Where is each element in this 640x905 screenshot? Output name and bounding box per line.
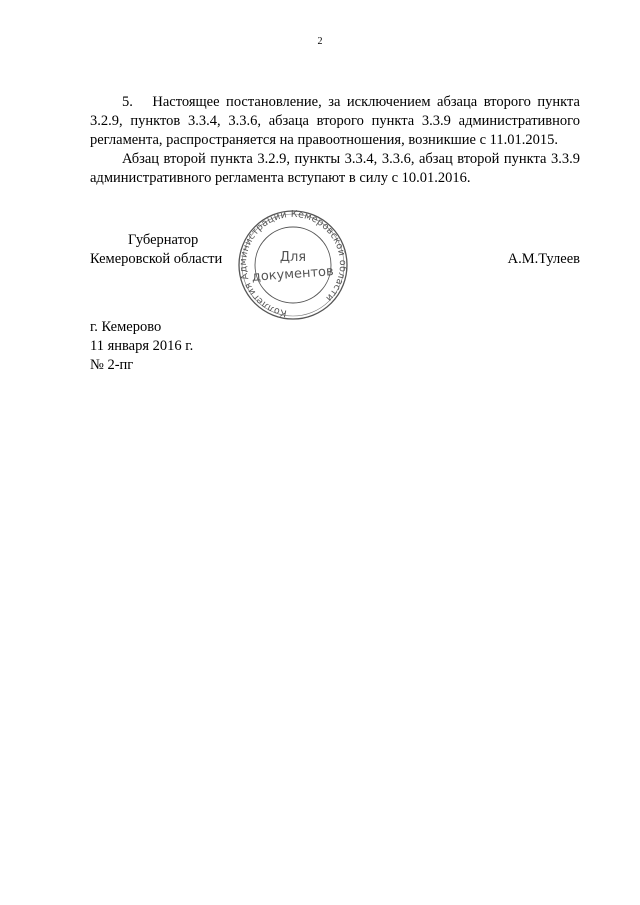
- document-number: № 2-пг: [90, 357, 134, 373]
- paragraph-5: 5. Настоящее постановление, за исключением абзаца второго пункта 3.2.9, пунктов 3.3.4, 3.3.6, абзаца второго пункта 3.3.9 административного регламента, распространяется на правоотношения, возникшие с 11.01.2015.: [90, 94, 580, 148]
- stamp-ring-text: Коллегия Администрации Кемеровской области: [237, 208, 349, 319]
- signatory-name: А.М.Тулеев: [507, 251, 580, 267]
- stamp-seal-icon: [228, 208, 358, 323]
- signatory-title-line1: Губернатор: [128, 232, 199, 248]
- paragraph-effective-date: Абзац второй пункта 3.2.9, пункты 3.3.4, 3.3.6, абзац второй пункта 3.3.9 административного регламента вступают в силу с 10.01.2016.: [90, 151, 580, 186]
- signatory-title: [90, 231, 250, 269]
- document-date: 11 января 2016 г.: [90, 338, 194, 354]
- document-city: г. Кемерово: [90, 319, 162, 335]
- official-stamp: [228, 208, 358, 323]
- page-number: 2: [317, 36, 323, 47]
- signatory-title-line2: Кемеровской области: [90, 251, 223, 267]
- document-body: [90, 93, 580, 188]
- document-meta: [90, 318, 290, 375]
- stamp-center-line1: Для: [279, 250, 307, 265]
- stamp-center-line2: документов: [251, 264, 335, 285]
